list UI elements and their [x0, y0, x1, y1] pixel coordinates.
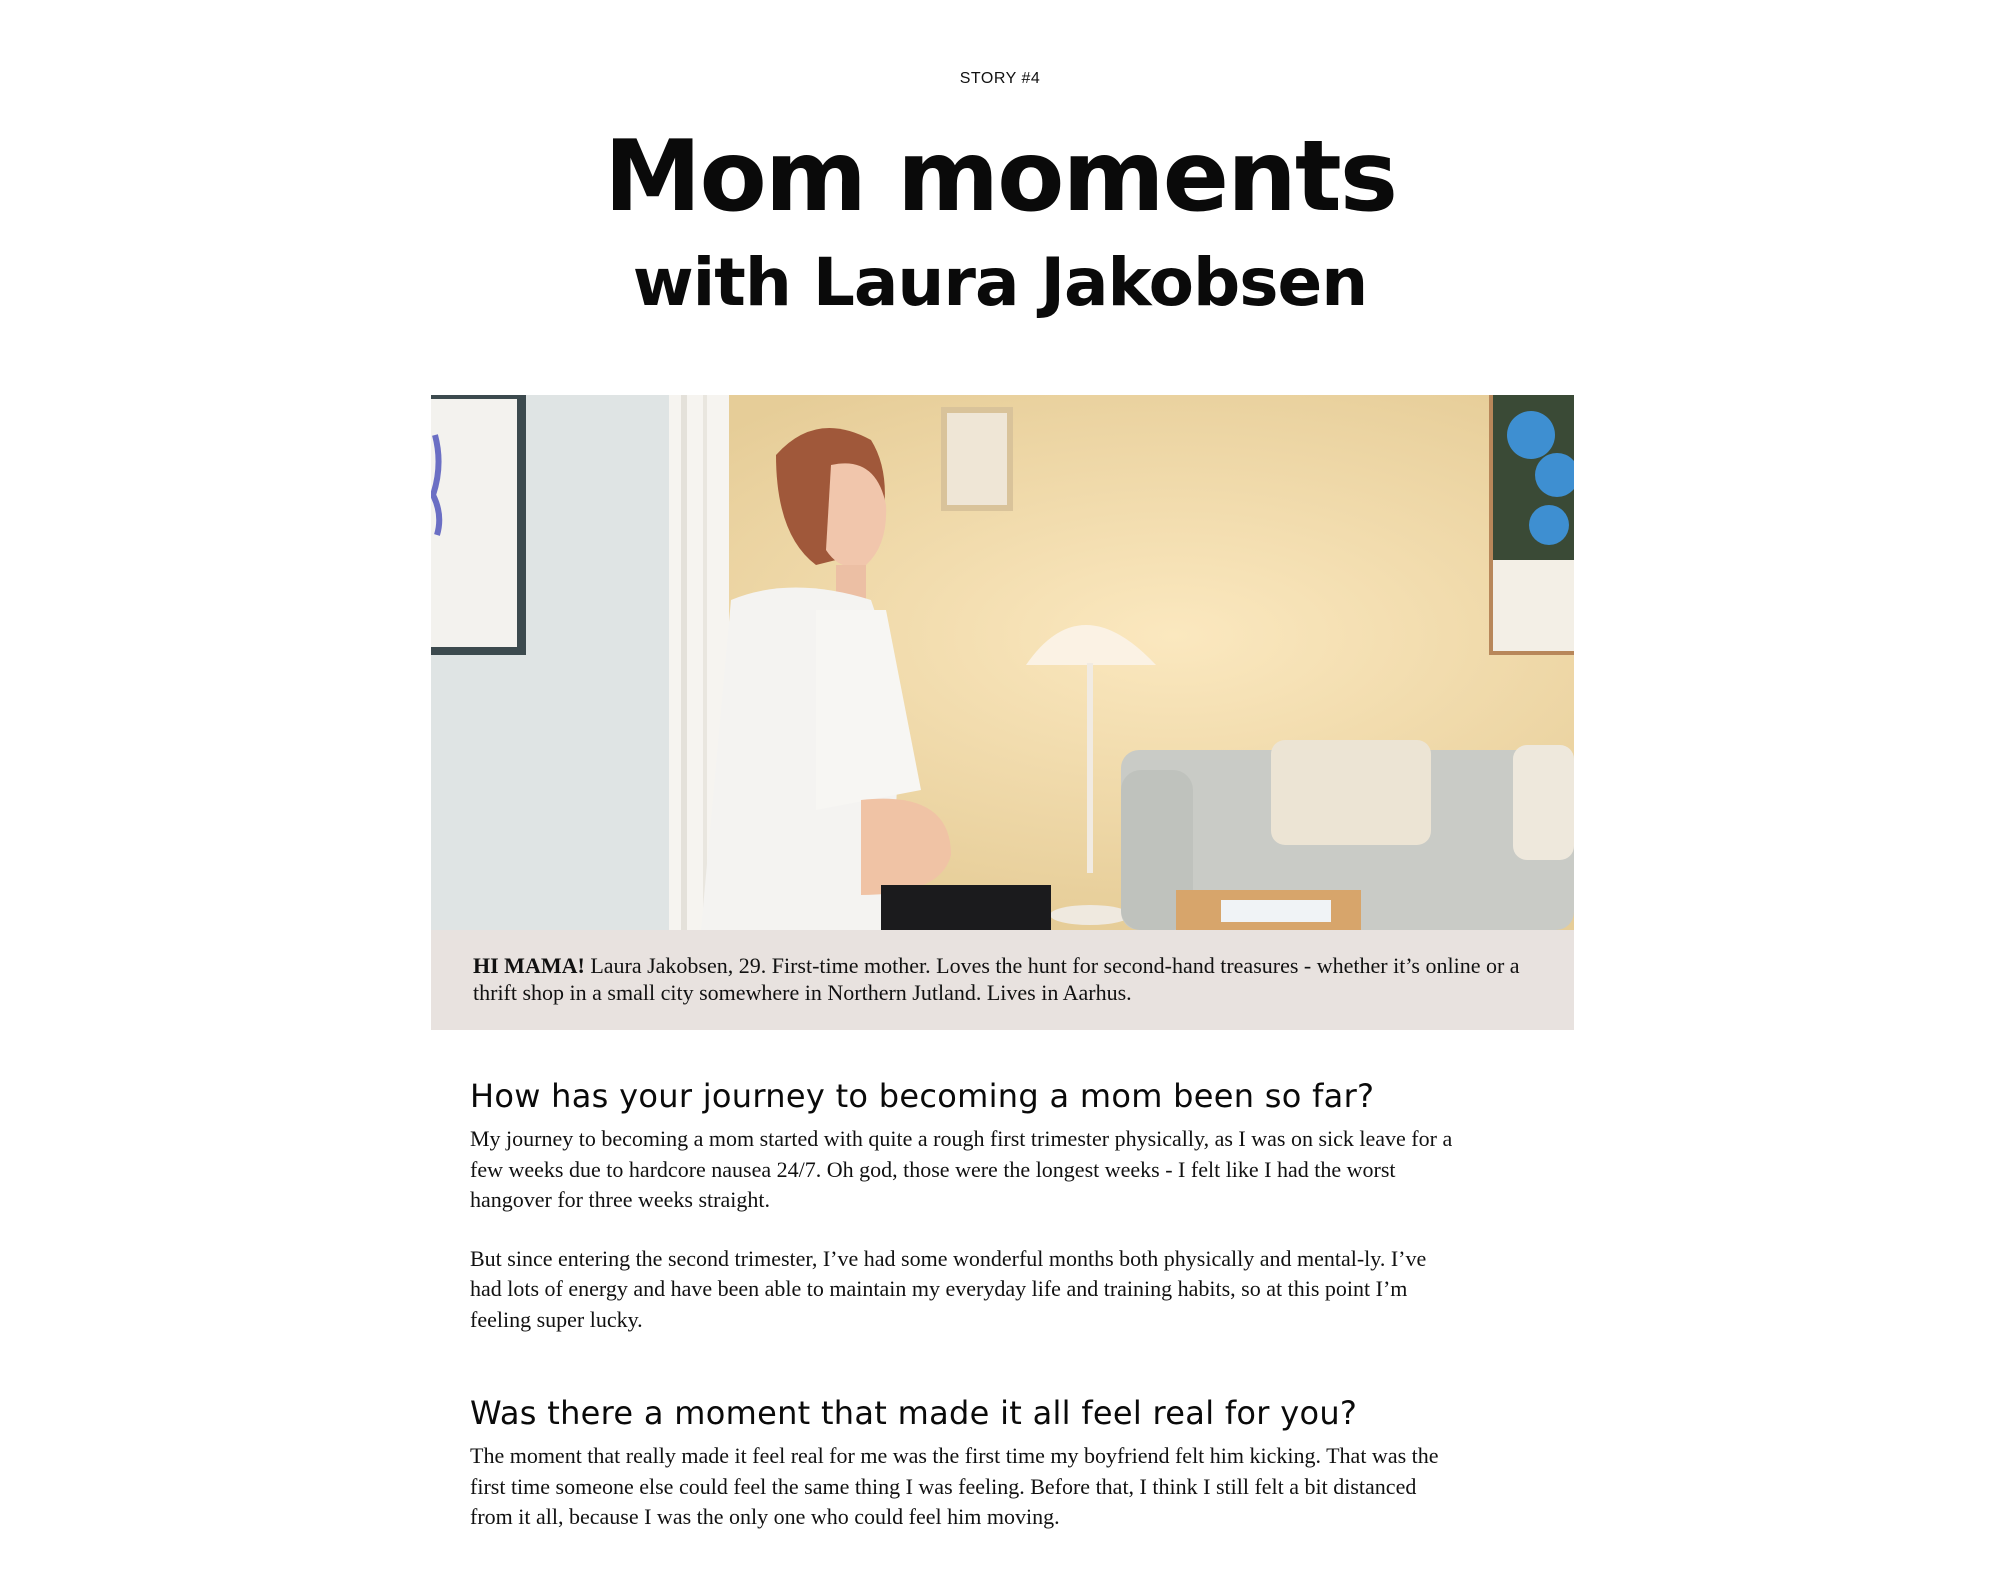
portrait-photo [431, 395, 1574, 930]
answer-paragraph: The moment that really made it feel real for me was the first time my boyfriend felt him kicking. That was the first time someone else could feel the same thing I was feeling. Before that, I think I still felt a bit distanced from it all, because I was the only one who could feel him moving. [470, 1443, 1439, 1530]
photo-illustration [431, 395, 1574, 930]
answer-paragraph: My journey to becoming a mom started with quite a rough first trimester physically, as I was on sick leave for a few weeks due to hardcore nausea 24/7. Oh god, those were the longest weeks - I felt like I had the worst hangover for three weeks straight. [470, 1126, 1453, 1213]
page-title: Mom moments [603, 120, 1397, 234]
story-label: STORY #4 [959, 70, 1041, 87]
question-heading: How has your journey to becoming a mom been so far? [470, 1077, 1375, 1115]
answer-paragraph: But since entering the second trimester, I’ve had some wonderful months both physically and mental-ly. I’ve had lots of energy and have been able to maintain my everyday life and training habits, so at this point I’m feeling super lucky. [470, 1245, 1427, 1332]
intro-caption [431, 930, 1574, 1030]
interview-section-1 [470, 1077, 1470, 1335]
question-heading: Was there a moment that made it all feel real for you? [470, 1394, 1358, 1432]
intro-text: Laura Jakobsen, 29. First-time mother. Loves the hunt for second-hand treasures - whether it’s online or a thrift shop in a small city somewhere in Northern Jutland. Lives in Aarhus. [473, 953, 1520, 1005]
interview-section-2 [470, 1394, 1470, 1533]
intro-greeting: HI MAMA! [473, 953, 585, 978]
page-subtitle: with Laura Jakobsen [632, 244, 1368, 321]
